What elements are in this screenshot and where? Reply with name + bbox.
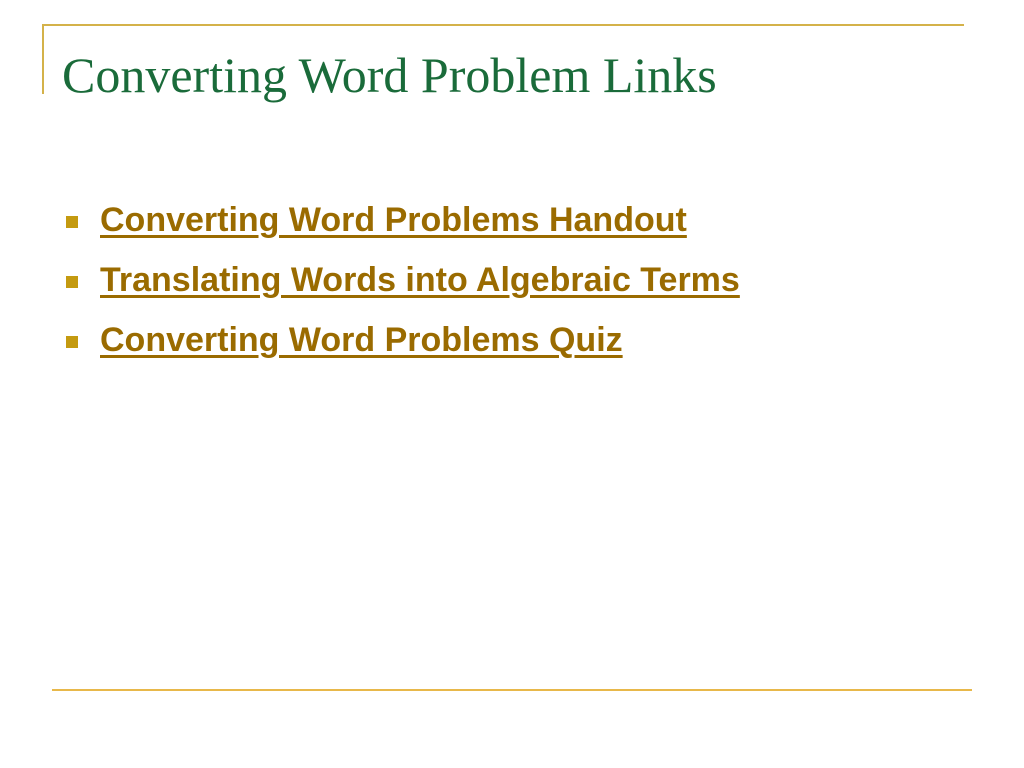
bottom-divider [52, 689, 972, 691]
square-bullet-icon [66, 336, 78, 348]
link-list [66, 190, 740, 370]
slide-title: Converting Word Problem Links [62, 47, 717, 103]
link-word-problems-quiz[interactable]: Converting Word Problems Quiz [100, 320, 623, 359]
square-bullet-icon [66, 216, 78, 228]
link-translating-words[interactable]: Translating Words into Algebraic Terms [100, 260, 740, 299]
list-item [66, 190, 740, 250]
list-item [66, 310, 740, 370]
list-item [66, 250, 740, 310]
frame-top-line [42, 24, 964, 26]
square-bullet-icon [66, 276, 78, 288]
link-word-problems-handout[interactable]: Converting Word Problems Handout [100, 200, 687, 239]
frame-left-line [42, 24, 44, 94]
